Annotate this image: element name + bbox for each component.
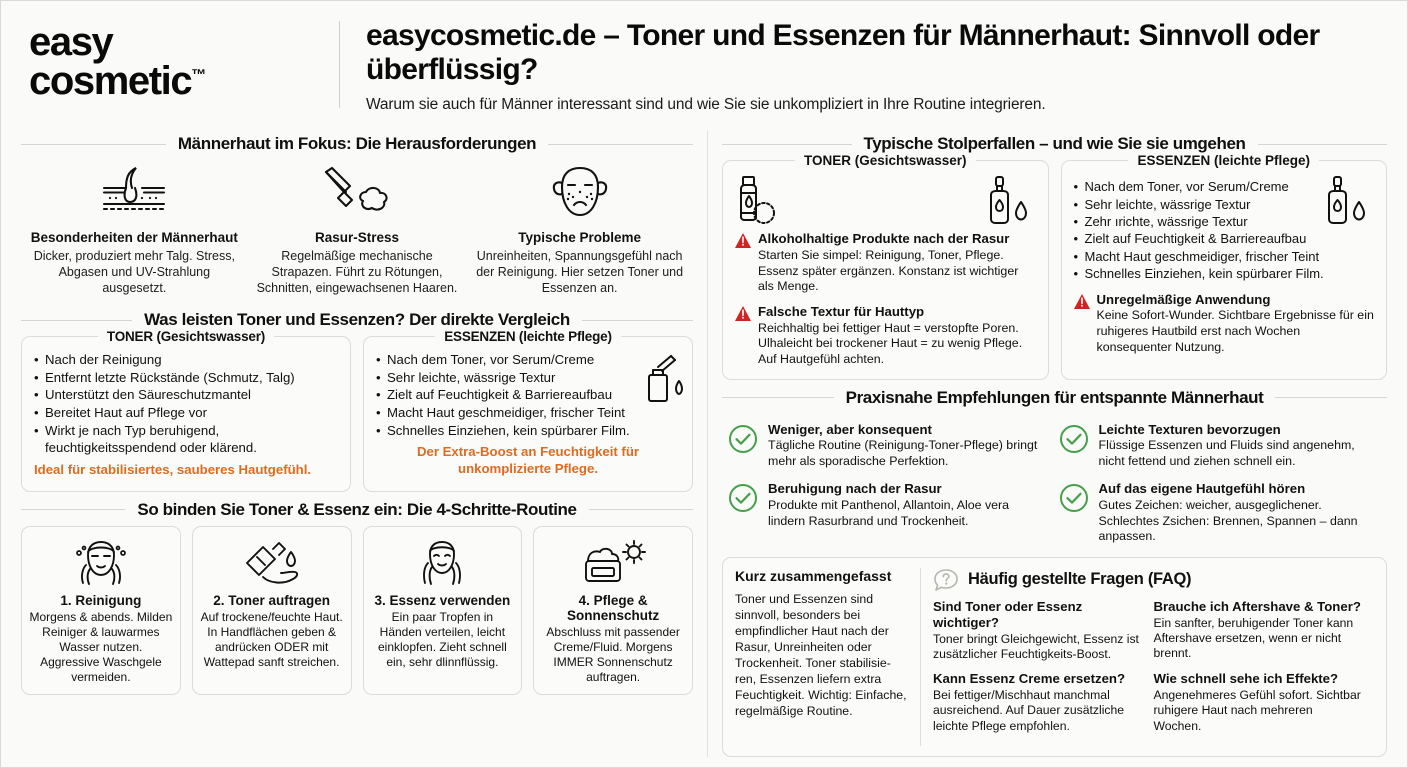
face-wash-icon: [29, 536, 173, 592]
section-heading-recs: [722, 388, 1387, 408]
section-heading-pitfalls: [722, 134, 1387, 154]
left-column: [17, 126, 697, 759]
rule-left: [21, 144, 166, 145]
rule-right: [589, 509, 693, 510]
recommendation-title: Beruhigung nach der Rasur: [768, 481, 942, 497]
step-desc: Abschluss mit passender Creme/Fluid. Morgens IMMER Sonnenschutz auftragen.: [546, 624, 680, 684]
warning-triangle-icon: [735, 306, 751, 368]
warning-body: [1097, 292, 1375, 356]
list-item: • Entfernt letzte Rückstände (Schmutz, Talg): [34, 369, 338, 387]
challenge-desc: Dicker, produziert mehr Talg. Stress, Abgasen und UV-Strahlung ausgesetzt.: [33, 249, 235, 295]
faq-question: Wie schnell sehe ich Effekte?: [1153, 671, 1339, 687]
faq-header: [933, 568, 1374, 592]
list-item: • Wirkt je nach Typ beruhigend, feuchtigkeitsspendend oder klärend.: [34, 422, 338, 457]
rule-right: [548, 144, 693, 145]
compare-boxes: [17, 329, 697, 491]
compare-accent-text: Ideal für stabilisiertes, sauberes Hautgefühl.: [34, 461, 312, 477]
step-desc: Ein paar Tropfen in Händen verteilen, leicht einklopfen. Zieht schnell ein, sehr dlinnflüssig.: [378, 609, 507, 669]
pitfall-cards: [718, 153, 1391, 379]
step-title: 3. Essenz verwenden: [374, 592, 511, 608]
rule-right: [1258, 144, 1388, 145]
pitfall-card-toner: [722, 153, 1049, 379]
check-circle-icon: [728, 483, 758, 544]
faq-item: [933, 671, 1154, 743]
routine-heading-text: So binden Sie Toner & Essenz ein: Die 4-Schritte-Routine: [137, 499, 577, 519]
step-title: 2. Toner auftragen: [213, 592, 331, 608]
brand-line-1: easy: [29, 20, 113, 64]
list-item: • Zielt auf Feuchtigkeit & Barriereaufbau: [376, 386, 680, 404]
faq-item: [1154, 671, 1375, 743]
list-item: • Bereitet Haut auf Pflege vor: [34, 404, 338, 422]
recommendation-title: Auf das eigene Hautgefühl hören: [1098, 481, 1306, 497]
warning-triangle-icon: [1074, 294, 1090, 356]
compare-title-text: ESSENZEN (leichte Pflege): [435, 329, 621, 344]
recommendation-desc: Flüssige Essenzen und Fluids sind angenehm, nicht fettend und ziehen schnell ein.: [1098, 438, 1355, 468]
challenge-desc: Unreinheiten, Spannungsgefühl nach der Reinigung. Hier setzen Toner und Essenzen an.: [476, 249, 684, 295]
check-circle-icon: [1059, 483, 1089, 544]
list-item: • Schnelles Einziehen, kein spürbarer Film.: [376, 422, 680, 440]
rule-right: [582, 320, 693, 321]
faq-items: [933, 599, 1374, 743]
toner-bottle-pad-icon: [733, 175, 781, 227]
section-heading-compare: [21, 310, 693, 330]
compare-heading-text: Was leisten Toner und Essenzen? Der direkte Vergleich: [144, 310, 570, 330]
faq-question: Brauche ich Aftershave & Toner?: [1153, 598, 1361, 614]
warning-title: Alkoholhaltige Produkte nach der Rasur: [758, 231, 1010, 247]
recommendation-item: [1055, 418, 1386, 478]
warning-item: [735, 231, 1036, 295]
rule-right: [1275, 397, 1387, 398]
question-bubble-icon: [933, 568, 959, 592]
faq-block: [933, 568, 1374, 746]
recommendation-desc: Produkte mit Panthenol, Allantoin, Aloe vera lindern Rasurbrand und Trockenheit.: [768, 498, 1010, 528]
rule-left: [722, 397, 834, 398]
warning-triangle-icon: [735, 233, 751, 295]
warning-item: [1074, 292, 1375, 356]
routine-steps: [17, 524, 697, 699]
faq-answer: Bei fettiger/Mischhaut manchmal ausreichend. Auf Dauer zusätzliche leichte Pflege empfohlen.: [933, 688, 1125, 733]
recommendation-desc: Gutes Zeichen: weicher, ausgeglichener. Schlechtes Zsichen: Brennen, Spannen – dann anpassen.: [1098, 498, 1358, 544]
list-item: • Nach der Reinigung: [34, 351, 338, 369]
list-item: • Macht Haut geschmeidiger, frischer Teint: [376, 404, 680, 422]
pitfalls-heading-text: Typische Stolperfallen – und wie Sie sie umgehen: [863, 134, 1246, 154]
compare-bullet-list: [376, 351, 680, 439]
warning-title: Falsche Textur für Hauttyp: [758, 303, 925, 319]
brand-line-2: [29, 59, 329, 104]
warning-desc: Reichhaltig bei fettiger Haut = verstopfte Poren. Ulhaleicht bei trockener Haut = zu wenig Pflege. Auf Hautgefühl achten.: [758, 320, 1023, 366]
warning-desc: Keine Sofort-Wunder. Sichtbare Ergebnisse für ein ruhigeres Hautbild erst nach Wochen konsequenter Nutzung.: [1096, 308, 1374, 354]
challenge-title: Typische Probleme: [518, 230, 642, 246]
recommendation-item: [1055, 477, 1386, 552]
header-text: [366, 17, 1379, 114]
summary-faq-divider: [920, 568, 921, 746]
list-item: • Zehr ırichte, wässrige Textur: [1074, 213, 1375, 230]
challenge-item: [249, 164, 464, 296]
pitfall-bullet-list: [1074, 178, 1375, 282]
rule-left: [21, 509, 125, 510]
routine-step-4: [533, 526, 693, 695]
cream-jar-sun-icon: [541, 536, 685, 592]
pitfall-card-essenzen: [1061, 153, 1388, 379]
list-item: • Unterstützt den Säureschutzmantel: [34, 386, 338, 404]
section-heading-challenges: [21, 134, 693, 154]
compare-card-toner: [21, 329, 351, 491]
challenges-list: [17, 158, 697, 302]
challenge-item: [27, 164, 242, 296]
list-item: • Sehr leichte, wässrige Textur: [376, 369, 680, 387]
rule-left: [21, 320, 132, 321]
challenge-item: [472, 164, 687, 296]
routine-step-3: [363, 526, 523, 695]
compare-card-essenzen: [363, 329, 693, 491]
compare-title-text: TONER (Gesichtswasser): [98, 329, 274, 344]
summary-title: Kurz zusammengefasst: [735, 567, 892, 584]
faq-title: Häufig gestellte Fragen (FAQ): [968, 570, 1192, 589]
warning-desc: Starten Sie simpel: Reinigung, Toner, Pflege. Essenz später ergänzen. Konstanz ist wichtiger als Menge.: [758, 248, 1019, 294]
brand-line-2-text: cosmetic: [29, 59, 192, 104]
step-desc: Morgens & abends. Milden Reiniger & lauwarmes Wasser nutzen. Aggressive Waschgele vermeiden.: [29, 609, 173, 684]
content-columns: [15, 126, 1393, 759]
faq-item: [933, 599, 1154, 671]
faq-question: Kann Essenz Creme ersetzen?: [933, 671, 1126, 687]
recommendation-desc: Tägliche Routine (Reinigung-Toner-Pflege) bringt mehr als sporadische Perfektion.: [768, 438, 1038, 468]
challenges-heading-text: Männerhaut im Fokus: Die Herausforderungen: [177, 134, 537, 154]
recommendation-body: [768, 481, 1045, 544]
routine-step-1: [21, 526, 181, 695]
check-circle-icon: [728, 424, 758, 470]
bottom-panel: [718, 555, 1391, 759]
summary-block: [735, 568, 920, 746]
face-blemish-icon: [472, 164, 687, 226]
faq-answer: Toner bringt Gleichgewicht, Essenz ist zusätzlicher Feuchtigkeits-Boost.: [933, 631, 1139, 661]
header: [15, 11, 1393, 126]
recommendation-item: [724, 418, 1055, 478]
list-item: • Zielt auf Feuchtigkeit & Barriereaufbau: [1074, 230, 1375, 247]
list-item: • Sehr leichte, wässrige Textur: [1074, 196, 1375, 213]
challenge-title: Besonderheiten der Männerhaut: [30, 230, 238, 246]
list-item: • Nach dem Toner, vor Serum/Creme: [376, 351, 680, 369]
check-circle-icon: [1059, 424, 1089, 470]
warning-title: Unregelmäßige Anwendung: [1096, 291, 1271, 307]
page-title: easycosmetic.de – Toner und Essenzen für Männerhaut: Sinnvoll oder überflüssig?: [366, 19, 1320, 86]
header-divider: [339, 21, 340, 108]
faq-answer: Angenehmeres Gefühl sofort. Sichtbar ruhigere Haut nach mehreren Wochen.: [1153, 688, 1361, 733]
recommendation-body: [768, 422, 1045, 470]
challenge-title: Rasur-Stress: [314, 230, 399, 246]
column-divider: [707, 130, 708, 757]
list-item: • Schnelles Einziehen, kein spürbarer Film.: [1074, 265, 1375, 282]
faq-answer: Ein sanfter, beruhigender Toner kann Aftershave ersetzen, wenn er nicht brennt.: [1153, 615, 1354, 661]
recommendation-title: Weniger, aber konsequent: [768, 421, 932, 437]
step-title: 4. Pflege & Sonnenschutz: [566, 592, 660, 623]
brand-logo: [29, 17, 329, 104]
recommendation-item: [724, 477, 1055, 552]
pitfall-card-title: [723, 152, 1048, 170]
challenge-desc: Regelmäßige mechanische Strapazen. Führt zu Rötungen, Schnitten, eingewachsenen Haaren.: [256, 249, 458, 295]
warning-body: [758, 304, 1036, 368]
faq-item: [1154, 599, 1375, 671]
compare-accent-text: Der Extra-Boost an Feuchtigkeit für unkomplizierte Pflege.: [416, 444, 640, 476]
recommendation-title: Leichte Texturen bevorzugen: [1098, 421, 1281, 437]
summary-text: Toner und Essenzen sind sinnvoll, besonders bei empfindlicher Haut nach der Rasur, Unreinheiten oder Trockenheit. Toner stabilisie-ren, Essenzen liefern extra Feuchtigkeit. Wichtig: Einfache, regelmäßige Routine.: [735, 591, 907, 718]
bottle-hand-drop-icon: [200, 536, 344, 592]
step-title: 1. Reinigung: [60, 592, 142, 608]
list-item: • Macht Haut geschmeidiger, frischer Teint: [1074, 248, 1375, 265]
pitfall-title-text: TONER (Gesichtswasser): [795, 153, 976, 168]
recommendation-body: [1099, 481, 1376, 544]
pitfall-title-text: ESSENZEN (leichte Pflege): [1128, 153, 1319, 168]
dropper-bottle-drop-icon: [986, 175, 1038, 229]
summary-faq-card: [722, 557, 1387, 757]
pitfall-card-title: [1062, 152, 1387, 170]
routine-step-2: [192, 526, 352, 695]
recs-heading-text: Praxisnahe Empfehlungen für entspannte Männerhaut: [845, 387, 1264, 407]
right-column: [718, 126, 1391, 759]
compare-card-title: [364, 328, 692, 346]
rule-left: [722, 144, 852, 145]
warning-body: [758, 231, 1036, 295]
section-heading-routine: [21, 500, 693, 520]
recommendation-body: [1099, 422, 1376, 470]
hair-follicle-skin-icon: [27, 164, 242, 226]
step-desc: Auf trockene/feuchte Haut. In Handflächen geben & andrücken ODER mit Wattepad sanft streichen.: [200, 609, 343, 669]
compare-bullet-list: [34, 351, 338, 456]
trademark-symbol: ™: [191, 66, 207, 84]
warning-item: [735, 304, 1036, 368]
compare-card-title: [22, 328, 350, 346]
face-pat-icon: [371, 536, 515, 592]
recommendations-list: [718, 412, 1391, 555]
razor-foam-icon: [249, 164, 464, 226]
page-subtitle: Warum sie auch für Männer interessant sind und wie Sie sie unkompliziert in Ihre Routine integrieren.: [366, 96, 1046, 114]
faq-question: Sind Toner oder Essenz wichtiger?: [933, 598, 1083, 630]
list-item: • Nach dem Toner, vor Serum/Creme: [1074, 178, 1375, 195]
